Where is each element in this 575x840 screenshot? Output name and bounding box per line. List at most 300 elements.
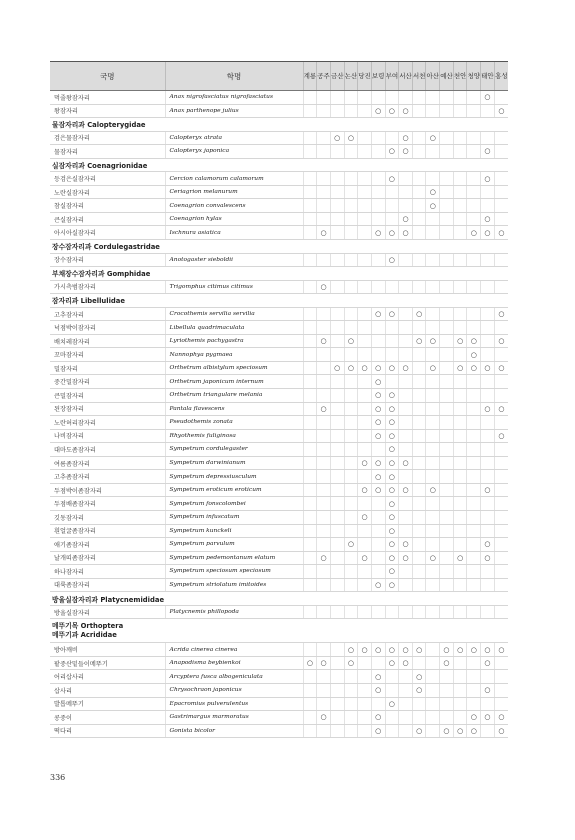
occurrence-cell [412,578,426,592]
occurrence-mark: ○ [358,551,372,565]
occurrence-mark: ○ [481,212,495,226]
occurrence-cell [426,456,440,470]
occurrence-cell [358,185,372,199]
occurrence-cell [412,711,426,725]
occurrence-cell [330,307,344,321]
occurrence-cell [412,416,426,430]
occurrence-cell [303,402,317,416]
occurrence-cell [317,456,331,470]
occurrence-cell [453,683,467,697]
header-site: 천안 [453,62,467,91]
occurrence-mark: ○ [494,104,508,118]
occurrence-cell [344,456,358,470]
occurrence-cell [399,697,413,711]
occurrence-cell [358,226,372,240]
occurrence-cell [440,321,454,335]
occurrence-mark: ○ [399,656,413,670]
occurrence-cell [426,656,440,670]
scientific-name: Coenagrion convalescens [165,199,303,213]
occurrence-cell [467,212,481,226]
occurrence-cell [494,565,508,579]
occurrence-cell [481,185,495,199]
species-row [50,470,508,484]
occurrence-mark: ○ [344,538,358,552]
occurrence-cell [412,199,426,213]
occurrence-cell [453,470,467,484]
occurrence-cell [494,456,508,470]
header-site: 부여 [385,62,399,91]
species-row [50,375,508,389]
occurrence-cell [303,524,317,538]
occurrence-mark: ○ [385,483,399,497]
species-row [50,416,508,430]
occurrence-cell [303,443,317,457]
scientific-name: Sympetrum parvulum [165,538,303,552]
species-row [50,429,508,443]
occurrence-cell [440,483,454,497]
occurrence-cell [412,429,426,443]
occurrence-cell [467,280,481,294]
scientific-name: Crocothemis servilia servilia [165,307,303,321]
occurrence-cell [467,199,481,213]
occurrence-cell [453,443,467,457]
occurrence-cell [453,389,467,403]
occurrence-cell [317,91,331,105]
occurrence-cell [426,172,440,186]
korean-name: 두점박이좀잠자리 [50,483,165,497]
occurrence-cell [481,348,495,362]
occurrence-cell [371,443,385,457]
occurrence-cell [467,565,481,579]
scientific-name: Trigomphus citimus citimus [165,280,303,294]
occurrence-cell [330,226,344,240]
occurrence-cell [412,361,426,375]
scientific-name: Anotogaster sieboldii [165,253,303,267]
occurrence-cell [453,456,467,470]
occurrence-mark: ○ [385,307,399,321]
species-row [50,697,508,711]
occurrence-cell [494,321,508,335]
header-site: 금산 [330,62,344,91]
occurrence-cell [399,670,413,684]
occurrence-cell [303,104,317,118]
occurrence-cell [426,389,440,403]
occurrence-cell [358,656,372,670]
occurrence-cell [317,443,331,457]
occurrence-cell [426,578,440,592]
species-row [50,145,508,159]
occurrence-cell [412,280,426,294]
occurrence-cell [385,199,399,213]
occurrence-cell [330,321,344,335]
occurrence-cell [358,524,372,538]
occurrence-cell [467,389,481,403]
occurrence-cell [467,429,481,443]
occurrence-cell [426,402,440,416]
occurrence-mark: ○ [412,334,426,348]
species-row [50,334,508,348]
occurrence-cell [330,145,344,159]
occurrence-mark: ○ [481,683,495,697]
occurrence-mark: ○ [358,456,372,470]
occurrence-cell [344,724,358,738]
occurrence-cell [399,321,413,335]
occurrence-cell [303,172,317,186]
occurrence-cell [371,321,385,335]
occurrence-cell [399,185,413,199]
occurrence-cell [330,565,344,579]
occurrence-cell [303,565,317,579]
occurrence-cell [303,470,317,484]
occurrence-cell [371,656,385,670]
occurrence-mark: ○ [494,724,508,738]
occurrence-mark: ○ [481,551,495,565]
species-row [50,91,508,105]
occurrence-cell [399,429,413,443]
occurrence-cell [399,578,413,592]
occurrence-mark: ○ [453,643,467,657]
occurrence-cell [303,724,317,738]
occurrence-cell [440,683,454,697]
occurrence-cell [467,483,481,497]
occurrence-cell [303,280,317,294]
occurrence-cell [440,697,454,711]
occurrence-cell [481,510,495,524]
occurrence-mark: ○ [371,104,385,118]
occurrence-cell [481,416,495,430]
scientific-name: Gonista bicolor [165,724,303,738]
occurrence-cell [330,443,344,457]
occurrence-mark: ○ [385,172,399,186]
occurrence-cell [412,212,426,226]
occurrence-cell [426,307,440,321]
occurrence-cell [412,456,426,470]
occurrence-cell [440,104,454,118]
occurrence-cell [330,697,344,711]
occurrence-mark: ○ [481,226,495,240]
occurrence-mark: ○ [371,416,385,430]
occurrence-cell [426,443,440,457]
occurrence-cell [440,497,454,511]
occurrence-cell [344,104,358,118]
occurrence-cell [440,131,454,145]
occurrence-cell [399,470,413,484]
occurrence-cell [494,605,508,619]
occurrence-cell [371,697,385,711]
occurrence-cell [494,697,508,711]
occurrence-mark: ○ [385,538,399,552]
occurrence-cell [317,416,331,430]
occurrence-cell [467,321,481,335]
occurrence-mark: ○ [399,643,413,657]
scientific-name: Acrida cinerea cinerea [165,643,303,657]
korean-name: 먹줄왕잠자리 [50,91,165,105]
korean-name: 여름좀잠자리 [50,456,165,470]
occurrence-cell [426,348,440,362]
occurrence-cell [440,212,454,226]
occurrence-cell [467,524,481,538]
occurrence-cell [426,253,440,267]
korean-name: 하나잠자리 [50,565,165,579]
species-row [50,483,508,497]
occurrence-mark: ○ [317,656,331,670]
occurrence-cell [440,565,454,579]
occurrence-mark: ○ [344,643,358,657]
occurrence-cell [426,212,440,226]
occurrence-cell [453,483,467,497]
occurrence-cell [358,416,372,430]
occurrence-cell [344,670,358,684]
occurrence-cell [494,656,508,670]
occurrence-cell [303,510,317,524]
occurrence-cell [399,416,413,430]
scientific-name: Sympetrum eroticum eroticum [165,483,303,497]
occurrence-cell [330,91,344,105]
occurrence-cell [330,172,344,186]
occurrence-cell [440,711,454,725]
scientific-name: Anax nigrofasciatus nigrofasciatus [165,91,303,105]
occurrence-cell [467,104,481,118]
occurrence-mark: ○ [412,307,426,321]
occurrence-mark: ○ [385,551,399,565]
occurrence-cell [481,429,495,443]
occurrence-mark: ○ [481,145,495,159]
occurrence-cell [358,389,372,403]
korean-name: 검은물잠자리 [50,131,165,145]
occurrence-cell [481,605,495,619]
occurrence-cell [467,578,481,592]
occurrence-cell [330,456,344,470]
occurrence-mark: ○ [317,551,331,565]
occurrence-cell [317,375,331,389]
korean-name: 대마도좀잠자리 [50,443,165,457]
korean-name: 장수잠자리 [50,253,165,267]
occurrence-mark: ○ [358,510,372,524]
occurrence-cell [303,307,317,321]
occurrence-cell [494,524,508,538]
family-label: 방울실잠자리과 Platycnemididae [50,592,508,606]
occurrence-cell [412,510,426,524]
occurrence-mark: ○ [358,361,372,375]
occurrence-cell [330,724,344,738]
occurrence-mark: ○ [494,361,508,375]
occurrence-cell [330,643,344,657]
occurrence-cell [453,253,467,267]
occurrence-cell [344,697,358,711]
family-row [50,158,508,172]
occurrence-cell [426,226,440,240]
occurrence-cell [303,199,317,213]
occurrence-cell [453,91,467,105]
occurrence-cell [453,212,467,226]
occurrence-mark: ○ [385,470,399,484]
occurrence-cell [344,483,358,497]
occurrence-cell [330,253,344,267]
occurrence-cell [317,470,331,484]
occurrence-cell [358,683,372,697]
occurrence-mark: ○ [481,483,495,497]
occurrence-cell [303,321,317,335]
korean-name: 방울실잠자리 [50,605,165,619]
occurrence-cell [494,538,508,552]
occurrence-mark: ○ [385,104,399,118]
occurrence-cell [453,510,467,524]
occurrence-cell [330,185,344,199]
occurrence-cell [385,375,399,389]
family-row [50,240,508,254]
occurrence-mark: ○ [412,683,426,697]
occurrence-cell [412,656,426,670]
occurrence-mark: ○ [385,643,399,657]
header-korean-name: 국명 [50,62,165,91]
occurrence-cell [303,578,317,592]
occurrence-mark: ○ [481,172,495,186]
occurrence-mark: ○ [371,456,385,470]
family-label: 실잠자리과 Coenagrionidae [50,158,508,172]
occurrence-cell [317,524,331,538]
occurrence-cell [344,348,358,362]
scientific-name: Pseudothemis zonata [165,416,303,430]
occurrence-cell [467,605,481,619]
occurrence-cell [399,443,413,457]
occurrence-cell [467,497,481,511]
korean-name: 넉점박이잠자리 [50,321,165,335]
occurrence-cell [385,348,399,362]
korean-name: 떡다리 [50,724,165,738]
occurrence-cell [412,172,426,186]
occurrence-cell [371,91,385,105]
occurrence-cell [344,199,358,213]
occurrence-cell [399,389,413,403]
occurrence-cell [303,697,317,711]
occurrence-cell [317,253,331,267]
occurrence-cell [426,670,440,684]
occurrence-mark: ○ [385,416,399,430]
occurrence-cell [440,307,454,321]
occurrence-mark: ○ [399,538,413,552]
occurrence-cell [453,226,467,240]
occurrence-cell [412,565,426,579]
occurrence-cell [330,605,344,619]
occurrence-cell [344,253,358,267]
family-label: 부채장수잠자리과 Gomphidae [50,267,508,281]
occurrence-cell [467,456,481,470]
occurrence-mark: ○ [358,483,372,497]
occurrence-cell [481,724,495,738]
page-number: 336 [50,773,66,782]
header-scientific-name: 학명 [165,62,303,91]
scientific-name: Platycnemis phillopoda [165,605,303,619]
occurrence-mark: ○ [371,307,385,321]
order-row [50,619,508,643]
occurrence-cell [303,334,317,348]
occurrence-cell [426,416,440,430]
header-site: 당진 [358,62,372,91]
occurrence-cell [358,375,372,389]
occurrence-cell [330,212,344,226]
korean-name: 방아깨비 [50,643,165,657]
occurrence-cell [494,578,508,592]
occurrence-cell [494,253,508,267]
family-label: 물잠자리과 Calopterygidae [50,118,508,132]
occurrence-cell [453,402,467,416]
occurrence-cell [453,697,467,711]
occurrence-cell [412,321,426,335]
korean-name: 아시아실잠자리 [50,226,165,240]
occurrence-cell [317,565,331,579]
occurrence-cell [303,683,317,697]
occurrence-mark: ○ [385,565,399,579]
occurrence-cell [344,565,358,579]
species-row [50,321,508,335]
occurrence-cell [344,524,358,538]
occurrence-cell [453,321,467,335]
scientific-name: Libellula quadrimaculata [165,321,303,335]
occurrence-cell [453,348,467,362]
occurrence-cell [399,402,413,416]
species-row [50,497,508,511]
occurrence-mark: ○ [385,456,399,470]
scientific-name: Ischnura asiatica [165,226,303,240]
occurrence-mark: ○ [467,334,481,348]
occurrence-cell [426,510,440,524]
occurrence-cell [344,307,358,321]
occurrence-cell [467,253,481,267]
occurrence-cell [358,565,372,579]
occurrence-cell [371,185,385,199]
occurrence-cell [303,497,317,511]
occurrence-mark: ○ [426,334,440,348]
korean-name: 발톱메뚜기 [50,697,165,711]
occurrence-cell [385,91,399,105]
occurrence-cell [358,104,372,118]
occurrence-cell [385,321,399,335]
occurrence-mark: ○ [385,443,399,457]
occurrence-mark: ○ [330,361,344,375]
occurrence-cell [494,683,508,697]
occurrence-cell [399,510,413,524]
occurrence-cell [481,456,495,470]
occurrence-cell [303,185,317,199]
occurrence-mark: ○ [385,253,399,267]
occurrence-cell [494,185,508,199]
species-row [50,670,508,684]
occurrence-mark: ○ [426,361,440,375]
occurrence-cell [467,670,481,684]
species-row [50,307,508,321]
occurrence-cell [481,131,495,145]
header-site: 홍성 [494,62,508,91]
species-row [50,348,508,362]
korean-name: 고추좀잠자리 [50,470,165,484]
korean-name: 참실잠자리 [50,199,165,213]
family-row [50,118,508,132]
korean-name: 흰얼굴좀잠자리 [50,524,165,538]
header-site: 보령 [371,62,385,91]
occurrence-cell [467,510,481,524]
occurrence-cell [481,280,495,294]
scientific-name: Orthetrum albistylum speciosum [165,361,303,375]
occurrence-cell [330,497,344,511]
occurrence-cell [330,656,344,670]
occurrence-cell [481,524,495,538]
occurrence-cell [426,711,440,725]
occurrence-cell [303,456,317,470]
family-name: 메뚜기과 Acrididae [52,630,117,639]
species-row [50,551,508,565]
occurrence-mark: ○ [426,551,440,565]
occurrence-cell [481,565,495,579]
